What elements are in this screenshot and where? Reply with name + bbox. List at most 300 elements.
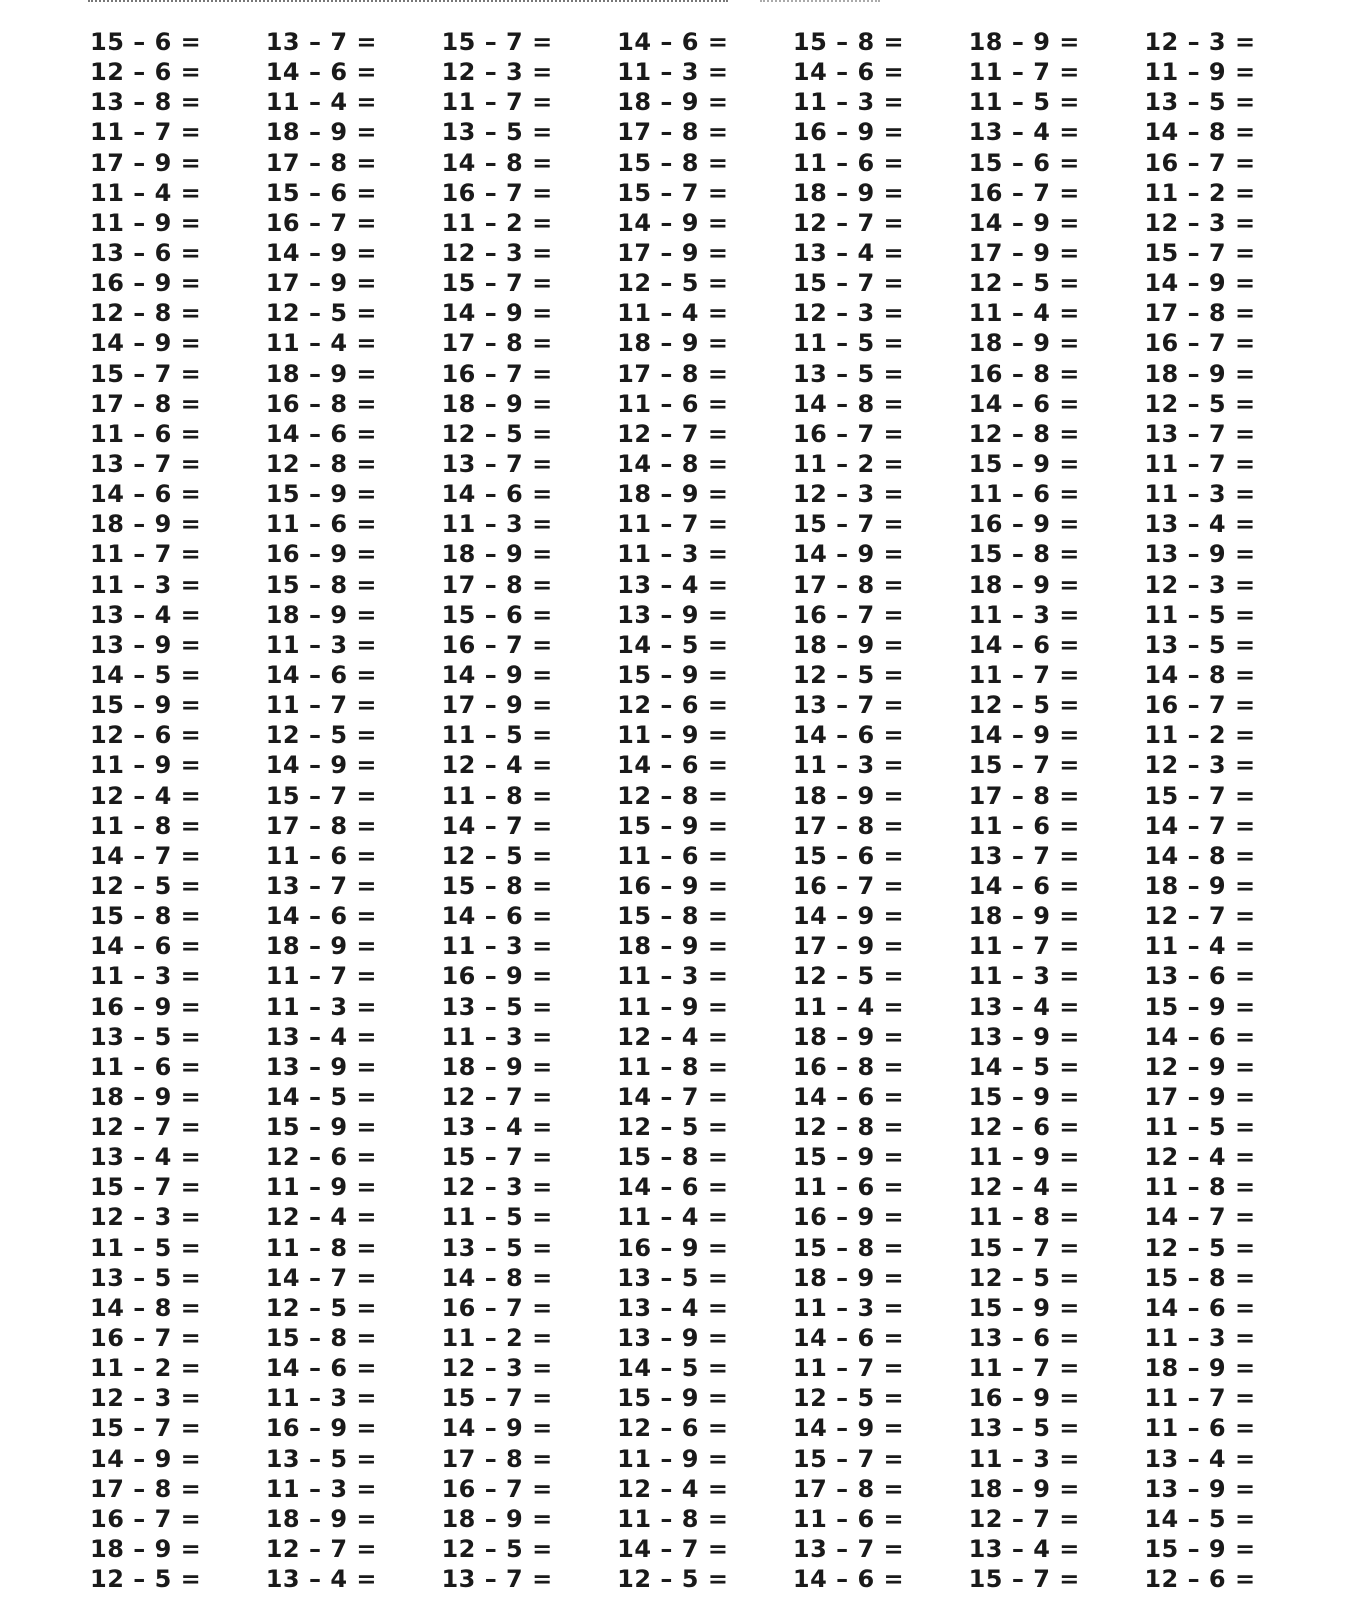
subtraction-problem: 15 – 8 = (617, 1143, 729, 1172)
subtraction-problem: 13 – 5 = (90, 1022, 202, 1051)
subtraction-problem: 12 – 6 = (617, 691, 729, 720)
subtraction-problem: 15 – 9 = (1144, 992, 1256, 1021)
subtraction-problem: 17 – 8 = (441, 570, 553, 599)
subtraction-problem: 13 – 6 = (90, 238, 202, 267)
subtraction-problem: 13 – 5 = (441, 118, 553, 147)
subtraction-problem: 11 – 8 = (1144, 1173, 1256, 1202)
subtraction-problem: 15 – 9 = (617, 660, 729, 689)
subtraction-problem: 11 – 7 = (265, 962, 377, 991)
subtraction-problem: 17 – 9 = (265, 269, 377, 298)
subtraction-problem: 18 – 9 = (968, 28, 1080, 56)
subtraction-problem: 18 – 9 = (617, 480, 729, 509)
subtraction-problem: 16 – 9 = (792, 1203, 905, 1232)
subtraction-problem: 14 – 9 = (792, 540, 905, 569)
subtraction-problem: 14 – 6 = (792, 1082, 905, 1111)
subtraction-problem: 13 – 5 = (968, 1414, 1080, 1443)
subtraction-problem: 18 – 9 = (90, 510, 202, 539)
subtraction-problem: 11 – 6 = (90, 1052, 202, 1081)
subtraction-problem: 15 – 7 = (441, 1143, 553, 1172)
subtraction-problem: 16 – 7 = (792, 871, 905, 900)
subtraction-problem: 18 – 9 = (265, 600, 377, 629)
subtraction-problem: 11 – 9 = (265, 1173, 377, 1202)
subtraction-problem: 12 – 5 = (968, 691, 1080, 720)
subtraction-problem: 12 – 7 = (1144, 902, 1256, 931)
subtraction-problem: 18 – 9 = (792, 1022, 905, 1051)
subtraction-problem: 17 – 8 = (968, 781, 1080, 810)
subtraction-problem: 17 – 8 = (792, 1474, 905, 1503)
subtraction-problem: 18 – 9 = (441, 389, 553, 418)
subtraction-problem: 11 – 6 = (792, 148, 905, 177)
subtraction-problem: 14 – 6 = (792, 58, 905, 87)
subtraction-problem: 11 – 3 = (90, 962, 202, 991)
subtraction-problem: 15 – 7 = (1144, 238, 1256, 267)
subtraction-problem: 12 – 4 = (1144, 1143, 1256, 1172)
subtraction-problem: 14 – 7 = (1144, 1203, 1256, 1232)
subtraction-problem: 11 – 9 = (617, 992, 729, 1021)
subtraction-problem: 14 – 5 = (265, 1082, 377, 1111)
subtraction-problem: 14 – 5 = (1144, 1504, 1256, 1533)
subtraction-problem: 14 – 6 = (441, 480, 553, 509)
subtraction-problem: 15 – 8 = (265, 570, 377, 599)
subtraction-problem: 11 – 4 = (968, 299, 1080, 328)
subtraction-problem: 12 – 5 = (617, 1113, 729, 1142)
subtraction-problem: 11 – 6 = (792, 1173, 905, 1202)
subtraction-problem: 14 – 6 = (441, 902, 553, 931)
subtraction-problem: 14 – 8 = (441, 148, 553, 177)
subtraction-problem: 16 – 9 = (968, 1384, 1080, 1413)
subtraction-problem: 16 – 7 = (1144, 691, 1256, 720)
subtraction-problem: 14 – 6 = (968, 389, 1080, 418)
subtraction-problem: 13 – 9 = (617, 600, 729, 629)
subtraction-problem: 12 – 7 = (90, 1113, 202, 1142)
subtraction-problem: 12 – 6 = (1144, 1565, 1256, 1594)
top-dotted-line (88, 0, 728, 4)
subtraction-problem: 13 – 7 = (441, 1565, 553, 1594)
subtraction-problem: 12 – 5 = (968, 269, 1080, 298)
subtraction-problem: 15 – 9 = (792, 1143, 905, 1172)
subtraction-problem: 11 – 5 = (441, 1203, 553, 1232)
subtraction-problem: 12 – 5 = (90, 871, 202, 900)
subtraction-problem: 15 – 9 = (968, 449, 1080, 478)
subtraction-problem: 12 – 4 = (441, 751, 553, 780)
subtraction-problem: 13 – 4 = (90, 600, 202, 629)
subtraction-problem: 16 – 7 = (90, 1504, 202, 1533)
subtraction-problem: 12 – 8 = (90, 299, 202, 328)
subtraction-problem: 14 – 9 = (90, 1444, 202, 1473)
subtraction-problem: 11 – 3 = (792, 88, 905, 117)
subtraction-problem: 15 – 7 = (968, 1233, 1080, 1262)
subtraction-problem: 15 – 8 = (617, 148, 729, 177)
subtraction-problem: 15 – 8 = (1144, 1263, 1256, 1292)
subtraction-problem: 16 – 8 = (968, 359, 1080, 388)
subtraction-problem: 12 – 3 = (441, 1354, 553, 1383)
subtraction-problem: 12 – 7 = (968, 1504, 1080, 1533)
subtraction-problem: 13 – 4 = (265, 1022, 377, 1051)
subtraction-problem: 14 – 7 = (1144, 811, 1256, 840)
subtraction-problem: 16 – 8 = (265, 389, 377, 418)
subtraction-problem: 15 – 8 = (617, 902, 729, 931)
subtraction-problem: 11 – 6 = (265, 510, 377, 539)
subtraction-problem: 15 – 8 = (968, 540, 1080, 569)
subtraction-problem: 17 – 9 = (90, 148, 202, 177)
subtraction-problem: 16 – 7 = (441, 1293, 553, 1322)
subtraction-problem: 14 – 6 = (968, 630, 1080, 659)
subtraction-problem: 11 – 4 = (265, 329, 377, 358)
subtraction-problem: 13 – 5 = (617, 1263, 729, 1292)
subtraction-problem: 14 – 6 = (1144, 1022, 1256, 1051)
subtraction-worksheet (90, 27, 1320, 1594)
subtraction-problem: 12 – 4 = (90, 781, 202, 810)
subtraction-problem: 11 – 8 = (617, 1504, 729, 1533)
subtraction-problem: 11 – 6 = (617, 389, 729, 418)
problem-column-5 (793, 27, 969, 1594)
subtraction-problem: 17 – 8 = (1144, 299, 1256, 328)
subtraction-problem: 11 – 7 = (1144, 1384, 1256, 1413)
subtraction-problem: 11 – 3 = (441, 510, 553, 539)
subtraction-problem: 15 – 7 = (792, 510, 905, 539)
subtraction-problem: 14 – 9 = (617, 208, 729, 237)
subtraction-problem: 15 – 9 = (90, 691, 202, 720)
subtraction-problem: 13 – 9 = (1144, 1474, 1256, 1503)
subtraction-problem: 11 – 2 = (441, 208, 553, 237)
subtraction-problem: 13 – 5 = (441, 1233, 553, 1262)
subtraction-problem: 12 – 5 = (1144, 1233, 1256, 1262)
subtraction-problem: 11 – 7 = (90, 540, 202, 569)
subtraction-problem: 13 – 4 = (265, 1565, 377, 1594)
subtraction-problem: 11 – 6 = (265, 841, 377, 870)
subtraction-problem: 13 – 4 = (90, 1143, 202, 1172)
subtraction-problem: 14 – 8 = (1144, 118, 1256, 147)
subtraction-problem: 17 – 9 = (1144, 1082, 1256, 1111)
subtraction-problem: 14 – 6 = (792, 1324, 905, 1353)
subtraction-problem: 18 – 9 = (792, 1263, 905, 1292)
subtraction-problem: 11 – 7 = (968, 660, 1080, 689)
subtraction-problem: 13 – 4 = (792, 238, 905, 267)
subtraction-problem: 11 – 6 = (1144, 1414, 1256, 1443)
subtraction-problem: 14 – 5 = (90, 660, 202, 689)
subtraction-problem: 11 – 9 = (90, 751, 202, 780)
subtraction-problem: 15 – 8 = (792, 28, 905, 56)
problem-column-1 (90, 27, 266, 1594)
subtraction-problem: 11 – 7 = (90, 118, 202, 147)
subtraction-problem: 18 – 9 = (265, 359, 377, 388)
subtraction-problem: 16 – 7 = (441, 359, 553, 388)
problem-column-6 (969, 27, 1145, 1594)
subtraction-problem: 12 – 3 = (1144, 208, 1256, 237)
subtraction-problem: 12 – 7 = (265, 1535, 377, 1564)
subtraction-problem: 12 – 5 = (968, 1263, 1080, 1292)
subtraction-problem: 14 – 6 = (265, 58, 377, 87)
subtraction-problem: 15 – 7 = (90, 359, 202, 388)
subtraction-problem: 13 – 5 = (90, 1263, 202, 1292)
subtraction-problem: 11 – 5 = (968, 88, 1080, 117)
subtraction-problem: 14 – 7 = (441, 811, 553, 840)
subtraction-problem: 12 – 3 = (1144, 751, 1256, 780)
subtraction-problem: 12 – 6 = (617, 1414, 729, 1443)
subtraction-problem: 12 – 5 = (265, 299, 377, 328)
subtraction-problem: 14 – 8 = (90, 1293, 202, 1322)
subtraction-problem: 13 – 9 = (968, 1022, 1080, 1051)
subtraction-problem: 15 – 7 = (441, 269, 553, 298)
subtraction-problem: 14 – 9 = (792, 902, 905, 931)
subtraction-problem: 15 – 7 = (90, 1414, 202, 1443)
subtraction-problem: 18 – 9 = (265, 118, 377, 147)
subtraction-problem: 18 – 9 = (90, 1082, 202, 1111)
subtraction-problem: 14 – 7 = (265, 1263, 377, 1292)
subtraction-problem: 17 – 8 = (792, 811, 905, 840)
subtraction-problem: 14 – 8 = (1144, 660, 1256, 689)
subtraction-problem: 13 – 7 = (265, 28, 377, 56)
subtraction-problem: 11 – 5 = (1144, 600, 1256, 629)
subtraction-problem: 11 – 8 = (968, 1203, 1080, 1232)
subtraction-problem: 12 – 6 = (265, 1143, 377, 1172)
subtraction-problem: 16 – 9 = (265, 540, 377, 569)
subtraction-problem: 11 – 5 = (1144, 1113, 1256, 1142)
subtraction-problem: 15 – 7 = (265, 781, 377, 810)
subtraction-problem: 12 – 4 = (265, 1203, 377, 1232)
subtraction-problem: 12 – 5 = (792, 660, 905, 689)
top-dotted-line-tail (760, 0, 880, 4)
subtraction-problem: 13 – 4 = (968, 1535, 1080, 1564)
subtraction-problem: 16 – 9 = (441, 962, 553, 991)
subtraction-problem: 13 – 4 = (441, 1113, 553, 1142)
subtraction-problem: 13 – 7 = (90, 449, 202, 478)
subtraction-problem: 14 – 6 = (968, 871, 1080, 900)
subtraction-problem: 12 – 3 = (90, 1384, 202, 1413)
subtraction-problem: 18 – 9 = (1144, 1354, 1256, 1383)
subtraction-problem: 15 – 6 = (90, 28, 202, 56)
subtraction-problem: 12 – 3 = (441, 58, 553, 87)
subtraction-problem: 11 – 6 = (617, 841, 729, 870)
subtraction-problem: 12 – 8 = (265, 449, 377, 478)
subtraction-problem: 15 – 8 = (90, 902, 202, 931)
problem-column-7 (1144, 27, 1320, 1594)
subtraction-problem: 11 – 8 = (265, 1233, 377, 1262)
subtraction-problem: 16 – 9 = (617, 1233, 729, 1262)
subtraction-problem: 14 – 6 = (90, 932, 202, 961)
subtraction-problem: 11 – 7 = (968, 1354, 1080, 1383)
subtraction-problem: 11 – 3 = (441, 932, 553, 961)
subtraction-problem: 13 – 5 = (792, 359, 905, 388)
subtraction-problem: 15 – 9 = (265, 1113, 377, 1142)
subtraction-problem: 17 – 8 = (617, 118, 729, 147)
subtraction-problem: 18 – 9 = (617, 329, 729, 358)
subtraction-problem: 14 – 9 = (90, 329, 202, 358)
subtraction-problem: 12 – 5 = (441, 419, 553, 448)
subtraction-problem: 14 – 8 = (792, 389, 905, 418)
subtraction-problem: 11 – 3 = (617, 58, 729, 87)
subtraction-problem: 18 – 9 = (968, 329, 1080, 358)
subtraction-problem: 12 – 6 = (90, 721, 202, 750)
subtraction-problem: 15 – 9 = (1144, 1535, 1256, 1564)
subtraction-problem: 12 – 9 = (1144, 1052, 1256, 1081)
subtraction-problem: 13 – 5 = (265, 1444, 377, 1473)
subtraction-problem: 15 – 9 = (617, 1384, 729, 1413)
subtraction-problem: 11 – 7 = (968, 58, 1080, 87)
subtraction-problem: 15 – 9 = (968, 1082, 1080, 1111)
subtraction-problem: 18 – 9 = (441, 540, 553, 569)
subtraction-problem: 11 – 9 = (90, 208, 202, 237)
subtraction-problem: 12 – 6 = (968, 1113, 1080, 1142)
subtraction-problem: 18 – 9 = (617, 932, 729, 961)
subtraction-problem: 15 – 7 = (441, 28, 553, 56)
subtraction-problem: 11 – 9 = (1144, 58, 1256, 87)
subtraction-problem: 11 – 2 = (792, 449, 905, 478)
subtraction-problem: 12 – 5 = (265, 721, 377, 750)
subtraction-problem: 14 – 5 = (617, 630, 729, 659)
subtraction-problem: 11 – 3 = (265, 630, 377, 659)
subtraction-problem: 11 – 2 = (90, 1354, 202, 1383)
subtraction-problem: 12 – 8 = (617, 781, 729, 810)
subtraction-problem: 11 – 3 = (968, 600, 1080, 629)
subtraction-problem: 13 – 7 = (265, 871, 377, 900)
subtraction-problem: 17 – 9 = (617, 238, 729, 267)
subtraction-problem: 18 – 9 = (968, 570, 1080, 599)
subtraction-problem: 11 – 4 = (792, 992, 905, 1021)
subtraction-problem: 11 – 6 = (968, 811, 1080, 840)
subtraction-problem: 11 – 8 = (441, 781, 553, 810)
subtraction-problem: 13 – 5 = (441, 992, 553, 1021)
subtraction-problem: 11 – 4 = (1144, 932, 1256, 961)
subtraction-problem: 16 – 9 = (90, 992, 202, 1021)
subtraction-problem: 11 – 2 = (1144, 178, 1256, 207)
subtraction-problem: 12 – 5 = (441, 1535, 553, 1564)
subtraction-problem: 11 – 6 = (792, 1504, 905, 1533)
subtraction-problem: 17 – 8 = (265, 148, 377, 177)
subtraction-problem: 14 – 6 = (265, 1354, 377, 1383)
subtraction-problem: 11 – 3 = (90, 570, 202, 599)
subtraction-problem: 14 – 6 = (617, 28, 729, 56)
subtraction-problem: 18 – 9 = (90, 1535, 202, 1564)
subtraction-problem: 13 – 4 = (617, 570, 729, 599)
subtraction-problem: 16 – 7 = (792, 419, 905, 448)
subtraction-problem: 16 – 8 = (792, 1052, 905, 1081)
subtraction-problem: 11 – 3 = (265, 992, 377, 1021)
subtraction-problem: 11 – 3 = (617, 540, 729, 569)
subtraction-problem: 17 – 8 = (617, 359, 729, 388)
subtraction-problem: 11 – 3 = (968, 962, 1080, 991)
subtraction-problem: 12 – 3 = (792, 299, 905, 328)
subtraction-problem: 12 – 4 = (968, 1173, 1080, 1202)
subtraction-problem: 18 – 9 = (265, 1504, 377, 1533)
subtraction-problem: 15 – 7 = (968, 1565, 1080, 1594)
subtraction-problem: 11 – 7 = (1144, 449, 1256, 478)
subtraction-problem: 15 – 7 = (968, 751, 1080, 780)
subtraction-problem: 13 – 7 = (968, 841, 1080, 870)
subtraction-problem: 14 – 9 = (441, 299, 553, 328)
subtraction-problem: 16 – 9 = (792, 118, 905, 147)
subtraction-problem: 14 – 6 = (792, 721, 905, 750)
subtraction-problem: 14 – 5 = (968, 1052, 1080, 1081)
subtraction-problem: 13 – 9 = (90, 630, 202, 659)
subtraction-problem: 12 – 6 = (90, 58, 202, 87)
subtraction-problem: 11 – 4 = (265, 88, 377, 117)
subtraction-problem: 15 – 7 = (792, 269, 905, 298)
subtraction-problem: 16 – 7 = (441, 630, 553, 659)
subtraction-problem: 14 – 8 = (617, 449, 729, 478)
subtraction-problem: 11 – 8 = (90, 811, 202, 840)
subtraction-problem: 13 – 4 = (1144, 1444, 1256, 1473)
subtraction-problem: 15 – 9 = (265, 480, 377, 509)
subtraction-problem: 15 – 7 = (1144, 781, 1256, 810)
subtraction-problem: 11 – 7 = (265, 691, 377, 720)
subtraction-problem: 13 – 6 = (1144, 962, 1256, 991)
subtraction-problem: 16 – 7 = (968, 178, 1080, 207)
subtraction-problem: 11 – 3 = (265, 1474, 377, 1503)
subtraction-problem: 15 – 7 = (441, 1384, 553, 1413)
subtraction-problem: 16 – 7 = (792, 600, 905, 629)
subtraction-problem: 11 – 3 = (617, 962, 729, 991)
subtraction-problem: 18 – 9 = (792, 178, 905, 207)
subtraction-problem: 12 – 3 = (1144, 28, 1256, 56)
subtraction-problem: 11 – 5 = (441, 721, 553, 750)
subtraction-problem: 16 – 9 = (90, 269, 202, 298)
subtraction-problem: 12 – 3 = (792, 480, 905, 509)
subtraction-problem: 12 – 8 = (792, 1113, 905, 1142)
subtraction-problem: 12 – 3 = (441, 1173, 553, 1202)
subtraction-problem: 17 – 8 = (265, 811, 377, 840)
subtraction-problem: 14 – 9 = (441, 660, 553, 689)
subtraction-problem: 13 – 5 = (1144, 630, 1256, 659)
subtraction-problem: 11 – 3 = (441, 1022, 553, 1051)
subtraction-problem: 13 – 4 = (968, 118, 1080, 147)
subtraction-problem: 14 – 6 = (90, 480, 202, 509)
subtraction-problem: 14 – 6 = (617, 751, 729, 780)
subtraction-problem: 13 – 6 = (968, 1324, 1080, 1353)
subtraction-problem: 13 – 7 = (441, 449, 553, 478)
subtraction-problem: 11 – 9 = (617, 1444, 729, 1473)
subtraction-problem: 15 – 6 = (441, 600, 553, 629)
subtraction-problem: 15 – 8 = (792, 1233, 905, 1262)
subtraction-problem: 17 – 8 = (90, 1474, 202, 1503)
subtraction-problem: 16 – 9 = (968, 510, 1080, 539)
subtraction-problem: 12 – 4 = (617, 1022, 729, 1051)
subtraction-problem: 18 – 9 = (1144, 359, 1256, 388)
subtraction-problem: 14 – 6 = (265, 419, 377, 448)
subtraction-problem: 15 – 7 = (792, 1444, 905, 1473)
subtraction-problem: 14 – 8 = (441, 1263, 553, 1292)
subtraction-problem: 13 – 4 = (617, 1293, 729, 1322)
subtraction-problem: 17 – 8 = (90, 389, 202, 418)
subtraction-problem: 18 – 9 = (968, 902, 1080, 931)
subtraction-problem: 16 – 9 = (617, 871, 729, 900)
problem-column-4 (617, 27, 793, 1594)
subtraction-problem: 12 – 5 = (792, 1384, 905, 1413)
subtraction-problem: 14 – 6 = (617, 1173, 729, 1202)
subtraction-problem: 17 – 9 = (792, 932, 905, 961)
subtraction-problem: 15 – 9 = (968, 1293, 1080, 1322)
subtraction-problem: 11 – 4 = (90, 178, 202, 207)
subtraction-problem: 11 – 3 = (265, 1384, 377, 1413)
subtraction-problem: 11 – 2 = (1144, 721, 1256, 750)
subtraction-problem: 15 – 8 = (441, 871, 553, 900)
subtraction-problem: 13 – 9 = (265, 1052, 377, 1081)
subtraction-problem: 17 – 8 = (441, 329, 553, 358)
subtraction-problem: 17 – 9 = (968, 238, 1080, 267)
subtraction-problem: 18 – 9 = (1144, 871, 1256, 900)
subtraction-problem: 15 – 9 = (617, 811, 729, 840)
subtraction-problem: 14 – 9 = (1144, 269, 1256, 298)
subtraction-problem: 14 – 6 = (265, 902, 377, 931)
subtraction-problem: 12 – 5 = (617, 1565, 729, 1594)
subtraction-problem: 12 – 4 = (617, 1474, 729, 1503)
subtraction-problem: 14 – 9 = (265, 751, 377, 780)
subtraction-problem: 12 – 5 = (90, 1565, 202, 1594)
problem-column-2 (266, 27, 442, 1594)
subtraction-problem: 16 – 7 = (1144, 148, 1256, 177)
subtraction-problem: 13 – 9 = (1144, 540, 1256, 569)
subtraction-problem: 16 – 7 = (1144, 329, 1256, 358)
